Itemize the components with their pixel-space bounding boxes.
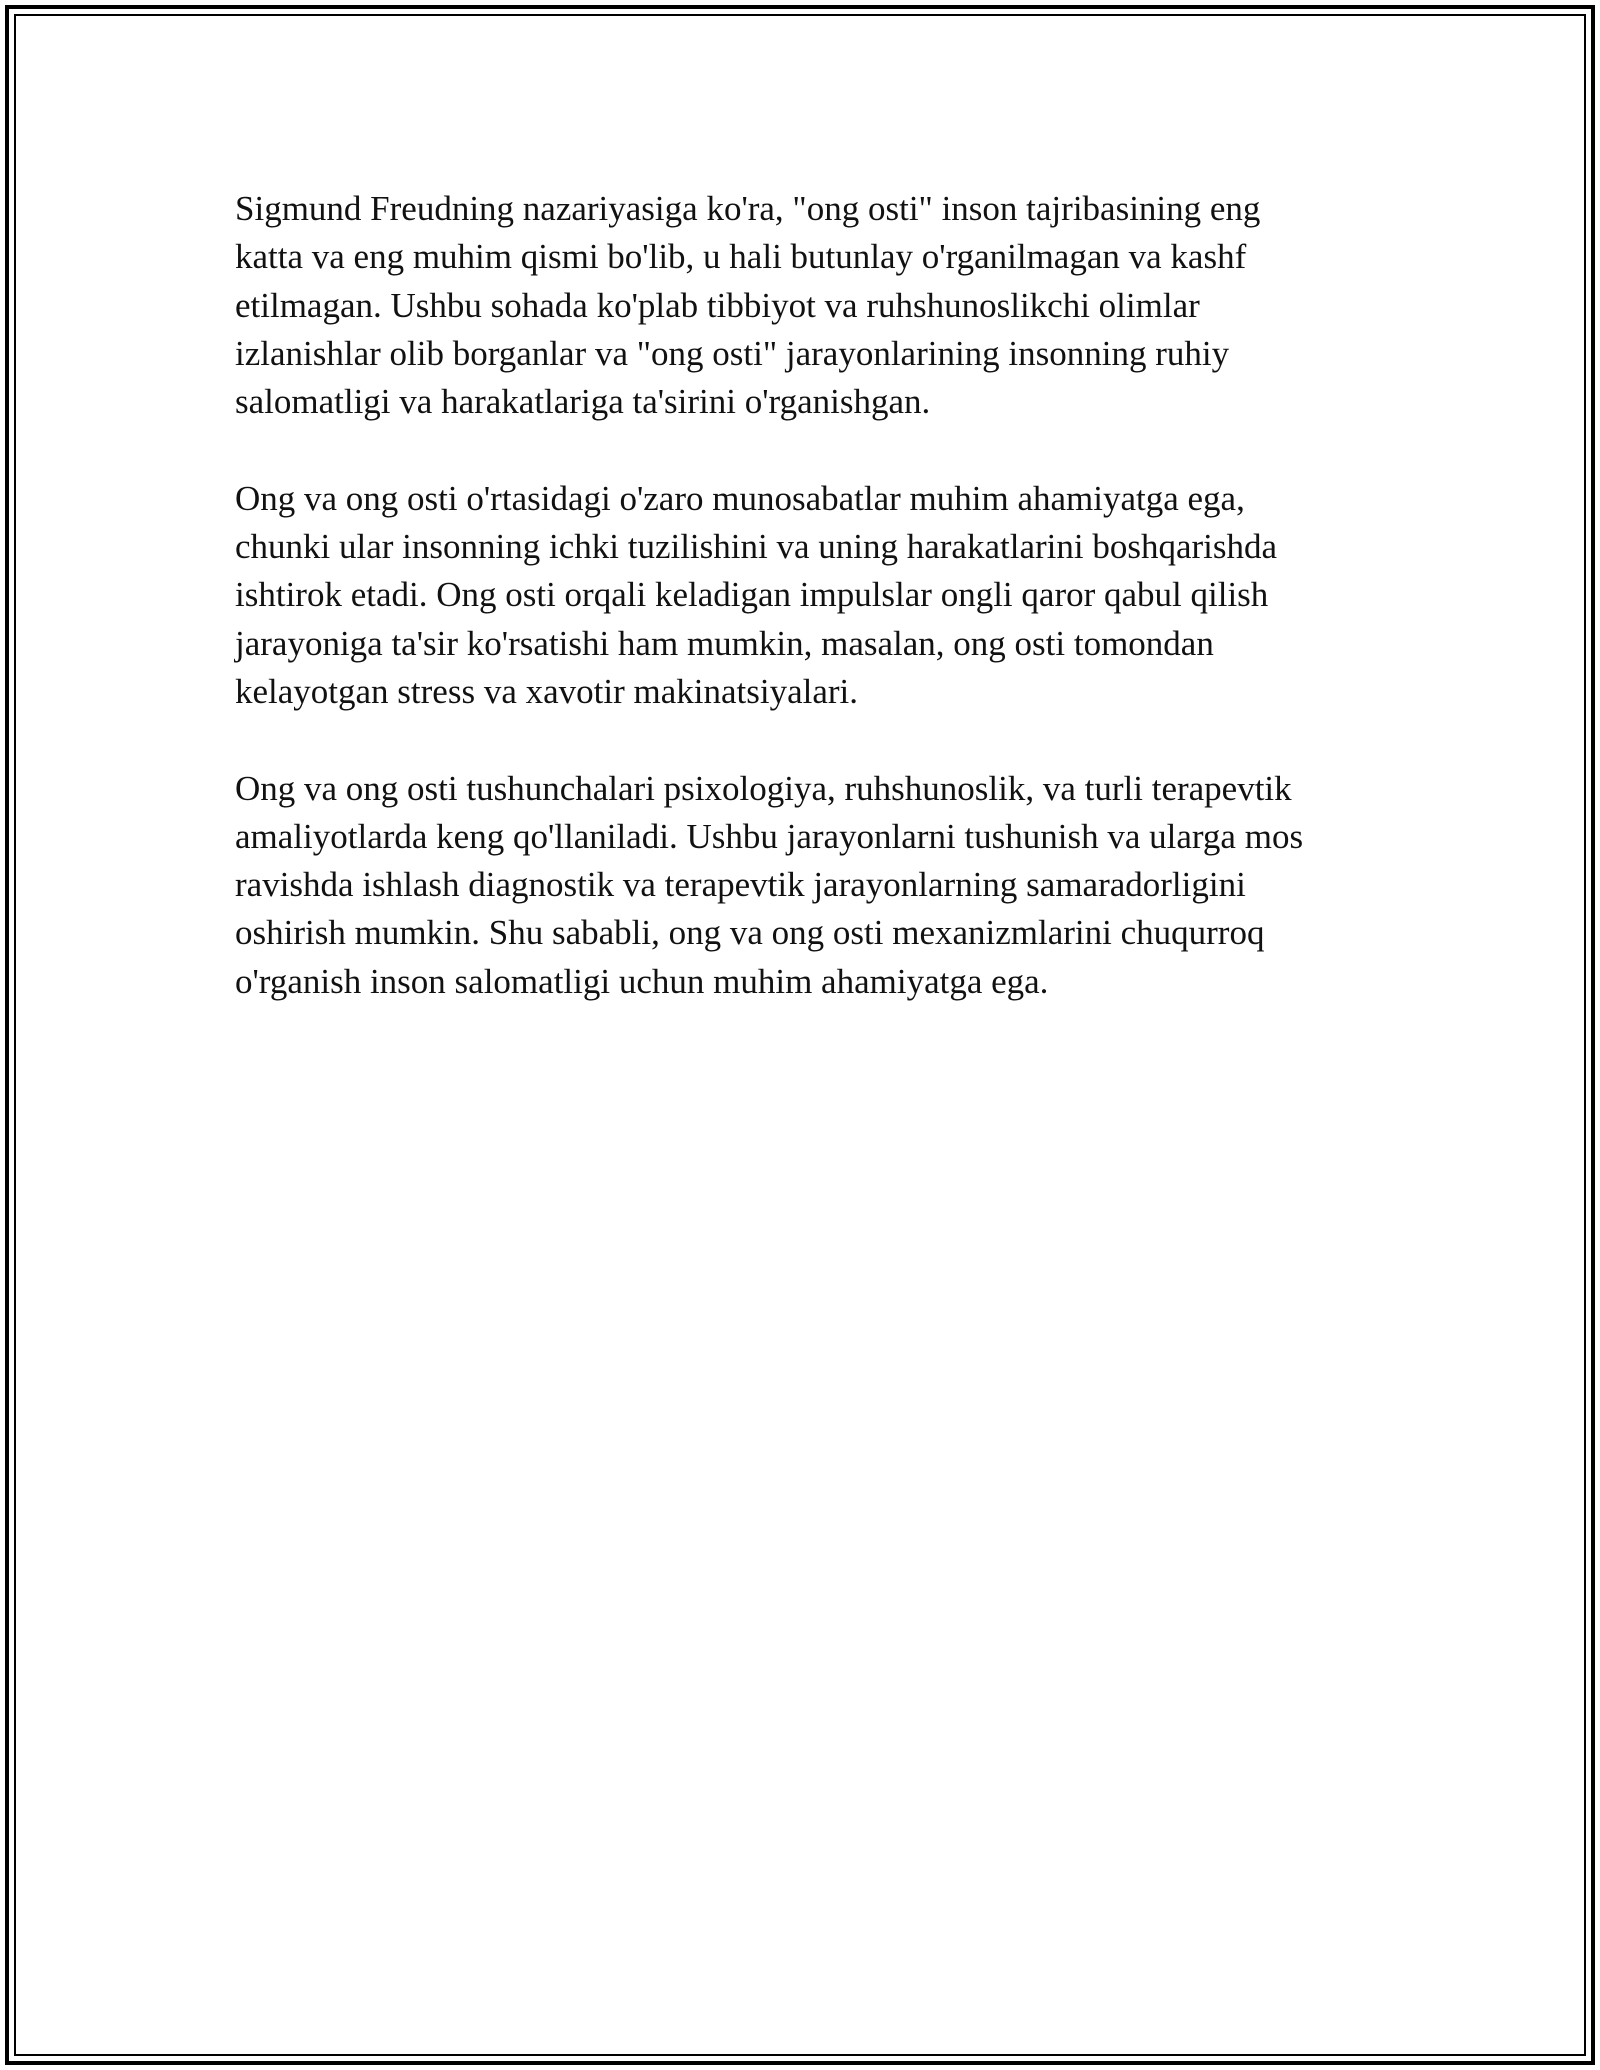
paragraph-line: Ong va ong osti tushunchalari psixologiya, ruhshunoslik, va turli terapevtik [235,768,1292,808]
paragraph-line: amaliyotlarda keng qo'llaniladi. Ushbu jarayonlarni tushunish va ularga mos [235,816,1304,856]
paragraph-line: Sigmund Freudning nazariyasiga ko'ra, "ong osti" inson tajribasining eng [235,189,1261,228]
paragraph-1 [235,185,1375,426]
paragraph-line: etilmagan. Ushbu sohada ko'plab tibbiyot va ruhshunoslikchi olimlar [235,285,1200,325]
paragraph-line: oshirish mumkin. Shu sababli, ong va ong osti mexanizmlarini chuqurroq [235,913,1265,953]
paragraph-line: izlanishlar olib borganlar va "ong osti" jarayonlarining insonning ruhiy [235,333,1230,373]
paragraph-line: ravishda ishlash diagnostik va terapevtik jarayonlarning samaradorligini [235,865,1246,905]
paragraph-line: jarayoniga ta'sir ko'rsatishi ham mumkin, masalan, ong osti tomondan [235,623,1214,663]
paragraph-line: ishtirok etadi. Ong osti orqali keladigan impulslar ongli qaror qabul qilish [235,575,1269,615]
paragraph-3 [235,765,1375,1006]
paragraph-line: katta va eng muhim qismi bo'lib, u hali butunlay o'rganilmagan va kashf [235,237,1247,277]
paragraph-line: o'rganish inson salomatligi uchun muhim ahamiyatga ega. [235,961,1049,1001]
paragraph-line: kelayotgan stress va xavotir makinatsiyalari. [235,671,859,711]
paragraph-2 [235,475,1375,716]
paragraph-line: chunki ular insonning ichki tuzilishini va uning harakatlarini boshqarishda [235,527,1278,567]
document-body [235,185,1375,1054]
paragraph-line: salomatligi va harakatlariga ta'sirini o'rganishgan. [235,382,931,422]
paragraph-line: Ong va ong osti o'rtasidagi o'zaro munosabatlar muhim ahamiyatga ega, [235,478,1245,518]
